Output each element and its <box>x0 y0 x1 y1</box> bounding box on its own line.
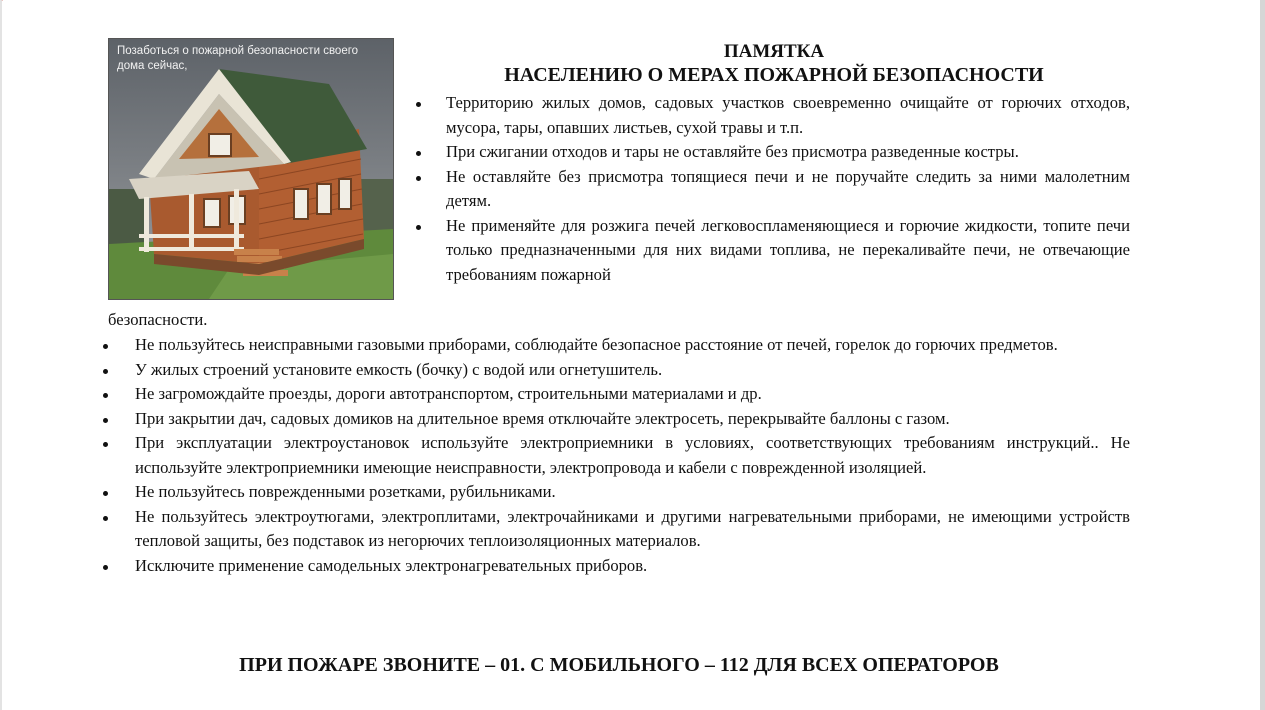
bullet-icon <box>103 565 108 570</box>
bullet-icon <box>103 369 108 374</box>
house-illustration <box>109 39 393 299</box>
bullet-icon <box>103 344 108 349</box>
leaflet-title: ПАМЯТКА <box>723 41 825 62</box>
list-item-text: У жилых строений установите емкость (бочку) с водой или огнетушитель. <box>135 359 663 379</box>
list-item-text: Не пользуйтесь электроутюгами, электроплитами, электрочайниками и другими нагревательными приборами, не имеющими устройств тепловой защиты, без подставок из негорючих теплоизоляционных материалов. <box>135 506 1130 550</box>
bullet-icon <box>103 418 108 423</box>
bullet-icon <box>103 442 108 447</box>
list-item-text: Не загромождайте проезды, дороги автотранспортом, строительными материалами и др. <box>135 384 762 403</box>
list-item <box>408 140 1130 165</box>
bullet-icon <box>416 176 421 181</box>
list-item <box>98 407 1130 432</box>
list-item <box>98 431 1130 480</box>
list-item <box>98 505 1130 554</box>
list-item <box>98 382 1130 407</box>
list-item-text: При закрытии дач, садовых домиков на длительное время отключайте электросеть, перекрывайте баллоны с газом. <box>135 408 950 428</box>
list-item-text: Не оставляйте без присмотра топящиеся печи и не поручайте следить за ними малолетним детям. <box>446 166 1130 210</box>
list-item-text: При эксплуатации электроустановок используйте электроприемники в условиях, соответствующих требованиям инструкций.. Не используйте электроприемники имеющие неисправности, электропровода и кабели с поврежденной изоляцией. <box>135 433 1130 477</box>
list-item-text: Не применяйте для розжига печей легковоспламеняющиеся и горючие жидкости, топите печи только предназначенными для них видами топлива, не перекаливайте печи, не отвечающие требованиям пожарной <box>446 215 1130 284</box>
list-item-text: Территорию жилых домов, садовых участков своевременно очищайте от горючих отходов, мусора, тары, опавших листьев, сухой травы и т.п. <box>446 93 1130 137</box>
list-item <box>98 554 1130 579</box>
emergency-phone-footer: ПРИ ПОЖАРЕ ЗВОНИТЕ – 01. С МОБИЛЬНОГО – 112 ДЛЯ ВСЕХ ОПЕРАТОРОВ <box>239 654 999 676</box>
leaflet-subtitle: НАСЕЛЕНИЮ О МЕРАХ ПОЖАРНОЙ БЕЗОПАСНОСТИ <box>504 64 1044 86</box>
list-item-text: Не пользуйтесь поврежденными розетками, рубильниками. <box>135 482 556 501</box>
list-item-text: Исключите применение самодельных электронагревательных приборов. <box>135 555 648 575</box>
list-item-text: Не пользуйтесь неисправными газовыми приборами, соблюдайте безопасное расстояние от печей, горелок до горючих предметов. <box>135 335 1058 354</box>
list-item <box>98 333 1130 358</box>
bullet-icon <box>416 151 421 156</box>
list-item <box>408 214 1130 288</box>
bullet-icon <box>103 393 108 398</box>
bullet-list <box>98 333 1130 578</box>
bullet-icon <box>103 491 108 496</box>
bullet-icon <box>416 225 421 230</box>
list-item <box>98 480 1130 505</box>
wrapped-bullet-list <box>408 91 1130 287</box>
list-item <box>408 91 1130 140</box>
corner-mark-icon: ˚ <box>1 0 4 7</box>
bullet-icon <box>103 516 108 521</box>
page-edge-right <box>1260 0 1265 710</box>
page-edge-left <box>0 0 2 710</box>
list-item <box>98 358 1130 383</box>
list-item-continuation: безопасности. <box>108 310 208 329</box>
list-item-text: При сжигании отходов и тары не оставляйте без присмотра разведенные костры. <box>446 142 1019 161</box>
bullet-icon <box>416 102 421 107</box>
list-item <box>408 165 1130 214</box>
photo-caption: Позаботься о пожарной безопасности своего дома сейчас, <box>117 45 359 72</box>
house-photo <box>108 38 394 300</box>
